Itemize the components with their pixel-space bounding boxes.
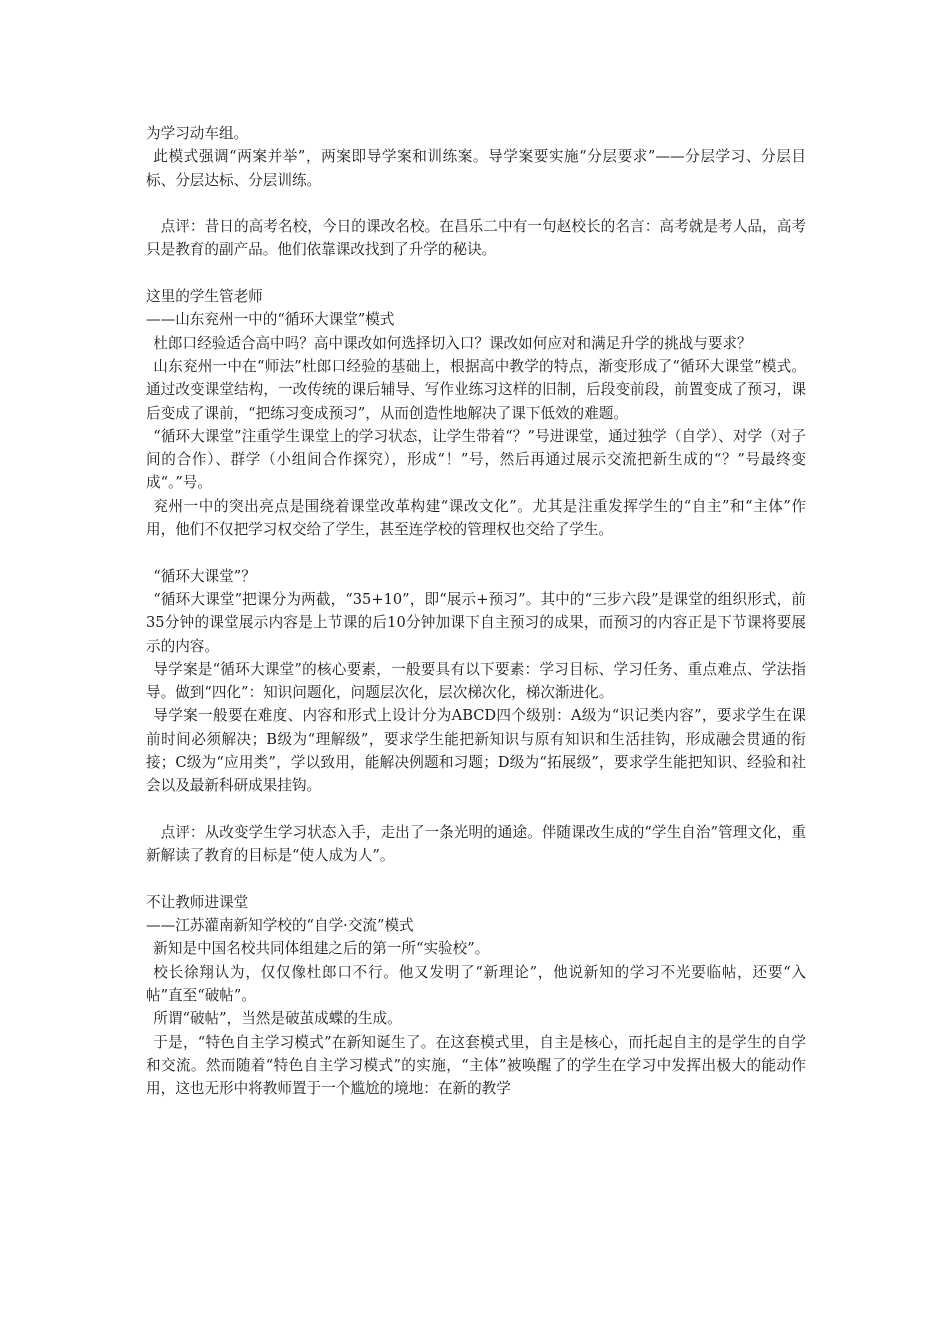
blank-line <box>146 798 806 821</box>
blank-line <box>146 262 806 285</box>
body-paragraph: 兖州一中的突出亮点是围绕着课堂改革构建“课改文化”。尤其是注重发挥学生的“自主”和“主体”作用，他们不仅把学习权交给了学生，甚至连学校的管理权也交给了学生。 <box>146 497 806 539</box>
body-paragraph: 新知是中国名校共同体组建之后的第一所“实验校”。 <box>153 940 490 958</box>
section-heading: 为学习动车组。 <box>146 125 249 142</box>
section-subtitle: ——山东兖州一中的“循环大课堂”模式 <box>146 311 395 329</box>
blank-line <box>146 541 806 564</box>
blank-line <box>146 868 806 891</box>
body-paragraph: 导学案一般要在难度、内容和形式上设计分为ABCD四个级别：A级为“识记类内容”，要求学生在课前时间必须解决；B级为“理解级”，要求学生能把新知识与原有知识和生活挂钩，形成融会贯通的衔接；C级为“应用类”，学以致用，能解决例题和习题；D级为“拓展级”，要求学生能把知识、经验和社会以及最新科研成果挂钩。 <box>146 707 806 795</box>
body-paragraph: 于是，“特色自主学习模式”在新知诞生了。在这套模式里，自主是核心，而托起自主的是学生的自学和交流。然而随着“特色自主学习模式”的实施，“主体”被唤醒了的学生在学习中发挥出极大的能动作用，这也无形中将教师置于一个尴尬的境地：在新的教学 <box>146 1033 806 1098</box>
body-paragraph: 校长徐翔认为，仅仅像杜郎口不行。他又发明了“新理论”，他说新知的学习不光要临帖，还要“入帖”直至“破帖”。 <box>146 963 806 1004</box>
section-heading: 不让教师进课堂 <box>146 893 249 911</box>
body-paragraph: 杜郎口经验适合高中吗？高中课改如何选择切入口？课改如何应对和满足升学的挑战与要求？ <box>153 334 752 352</box>
body-paragraph: “循环大课堂”把课分为两截，“35+10”，即“展示+预习”。其中的“三步六段”是课堂的组织形式，前35分钟的课堂展示内容是上节课的后10分钟加课下自主预习的成果，而预习的内容正是下节课将要展示的内容。 <box>146 590 806 655</box>
body-paragraph: 所谓“破帖”，当然是破茧成蝶的生成。 <box>153 1010 402 1028</box>
body-paragraph: 点评：从改变学生学习状态入手，走出了一条光明的通途。伴随课改生成的“学生自治”管理文化，重新解读了教育的目标是“使人成为人”。 <box>146 823 806 865</box>
section-heading: 这里的学生管老师 <box>146 288 263 306</box>
blank-line <box>146 192 806 215</box>
body-paragraph: 山东兖州一中在“师法”杜郎口经验的基础上，根据高中教学的特点，渐变形成了“循环大课堂”模式。通过改变课堂结构，一改传统的课后辅导、写作业练习这样的旧制，后段变前段，前置变成了预习，课后变成了课前，“把练习变成预习”，从而创造性地解决了课下低效的难题。 <box>146 357 806 422</box>
body-paragraph: 点评：昔日的高考名校，今日的课改名校。在昌乐二中有一句赵校长的名言：高考就是考人品，高考只是教育的副产品。他们依靠课改找到了升学的秘诀。 <box>146 218 806 259</box>
body-paragraph: 此模式强调“两案并举”，两案即导学案和训练案。导学案要实施“分层要求”——分层学习、分层目标、分层达标、分层训练。 <box>146 148 806 189</box>
body-paragraph: “循环大课堂”注重学生课堂上的学习状态，让学生带着“？”号进课堂，通过独学（自学）、对学（对子间的合作）、群学（小组间合作探究），形成“！”号，然后再通过展示交流把新生成的“？”号最终变成“。”号。 <box>146 427 806 492</box>
body-paragraph: “循环大课堂”？ <box>153 567 256 585</box>
body-paragraph: 导学案是“循环大课堂”的核心要素，一般要具有以下要素：学习目标、学习任务、重点难点、学法指导。做到“四化”：知识问题化，问题层次化，层次梯次化，梯次渐进化。 <box>146 660 806 702</box>
document-body <box>146 122 806 1100</box>
section-subtitle: ——江苏灌南新知学校的“自学·交流”模式 <box>146 917 414 935</box>
